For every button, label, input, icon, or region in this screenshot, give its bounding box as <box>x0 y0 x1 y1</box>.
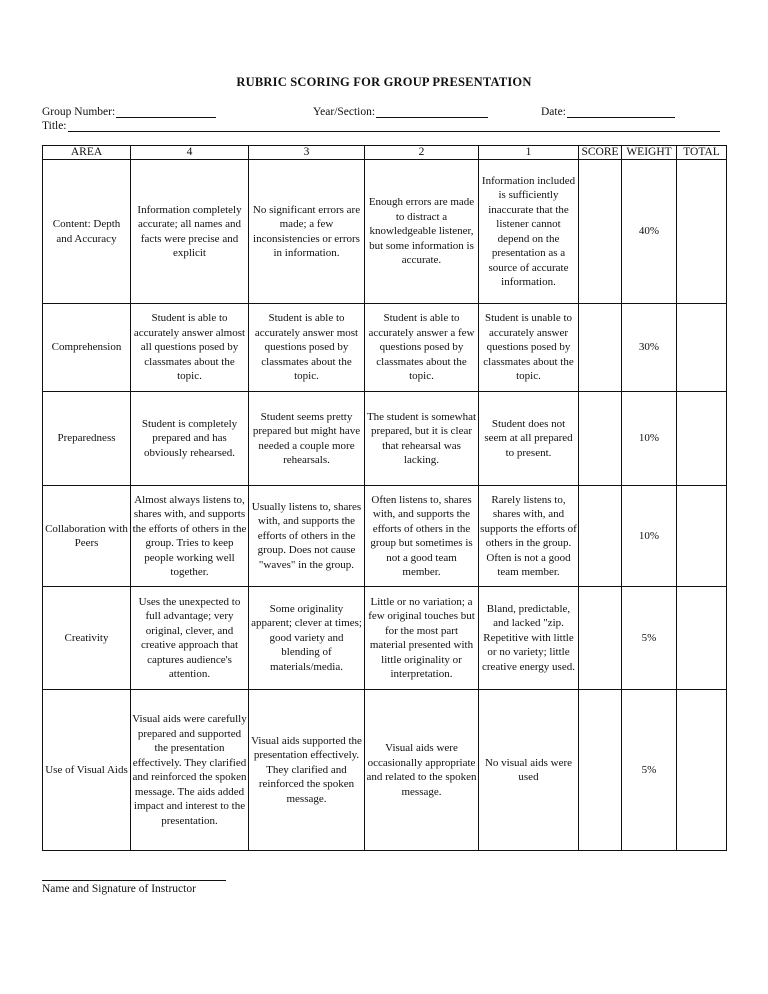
total-cell[interactable] <box>677 304 727 392</box>
criteria-cell: Visual aids were occasionally appropriate and related to the spoken message. <box>365 690 479 851</box>
criteria-cell: Student is able to accurately answer a few questions posed by classmates about the topic. <box>365 304 479 392</box>
criteria-cell: Visual aids supported the presentation effectively. They clarified and reinforced the spoken message. <box>249 690 365 851</box>
table-header-row <box>43 146 727 160</box>
group-number-blank[interactable] <box>116 106 216 118</box>
rubric-table <box>42 145 727 851</box>
signature-label: Name and Signature of Instructor <box>42 883 196 895</box>
column-header: 1 <box>479 146 579 160</box>
area-cell: Collaboration with Peers <box>43 486 131 587</box>
title-label: Title: <box>42 120 67 132</box>
total-cell[interactable] <box>677 690 727 851</box>
area-cell: Content: Depth and Accuracy <box>43 160 131 304</box>
table-row <box>43 486 727 587</box>
criteria-cell: Student is able to accurately answer almost all questions posed by classmates about the topic. <box>131 304 249 392</box>
criteria-cell: Some originality apparent; clever at times; good variety and blending of materials/media. <box>249 587 365 690</box>
area-cell: Use of Visual Aids <box>43 690 131 851</box>
score-cell[interactable] <box>579 392 622 486</box>
criteria-cell: Almost always listens to, shares with, and supports the efforts of others in the group. Tries to keep people working well together. <box>131 486 249 587</box>
total-cell[interactable] <box>677 587 727 690</box>
criteria-cell: Uses the unexpected to full advantage; very original, clever, and creative approach that captures audience's attention. <box>131 587 249 690</box>
group-number-label: Group Number: <box>42 106 116 118</box>
weight-cell: 10% <box>622 486 677 587</box>
criteria-cell: Bland, predictable, and lacked "zip. Repetitive with little or no variety; little creative energy used. <box>479 587 579 690</box>
title-field[interactable] <box>42 120 720 132</box>
criteria-cell: Student does not seem at all prepared to present. <box>479 392 579 486</box>
date-blank[interactable] <box>567 106 675 118</box>
criteria-cell: Information completely accurate; all names and facts were precise and explicit <box>131 160 249 304</box>
year-section-blank[interactable] <box>376 106 488 118</box>
year-section-field[interactable] <box>313 106 488 118</box>
criteria-cell: The student is somewhat prepared, but it is clear that rehearsal was lacking. <box>365 392 479 486</box>
column-header: TOTAL <box>677 146 727 160</box>
criteria-cell: Enough errors are made to distract a knowledgeable listener, but some information is accurate. <box>365 160 479 304</box>
title-blank[interactable] <box>68 120 720 132</box>
year-section-label: Year/Section: <box>313 106 376 118</box>
score-cell[interactable] <box>579 304 622 392</box>
criteria-cell: No visual aids were used <box>479 690 579 851</box>
area-cell: Creativity <box>43 587 131 690</box>
score-cell[interactable] <box>579 160 622 304</box>
column-header: SCORE <box>579 146 622 160</box>
group-number-field[interactable] <box>42 106 216 118</box>
total-cell[interactable] <box>677 486 727 587</box>
criteria-cell: Information included is sufficiently inaccurate that the listener cannot depend on the presentation as a source of accurate information. <box>479 160 579 304</box>
score-cell[interactable] <box>579 486 622 587</box>
criteria-cell: No significant errors are made; a few inconsistencies or errors in information. <box>249 160 365 304</box>
column-header: AREA <box>43 146 131 160</box>
total-cell[interactable] <box>677 392 727 486</box>
column-header: 3 <box>249 146 365 160</box>
area-cell: Comprehension <box>43 304 131 392</box>
total-cell[interactable] <box>677 160 727 304</box>
criteria-cell: Student seems pretty prepared but might have needed a couple more rehearsals. <box>249 392 365 486</box>
score-cell[interactable] <box>579 587 622 690</box>
criteria-cell: Student is completely prepared and has obviously rehearsed. <box>131 392 249 486</box>
criteria-cell: Student is unable to accurately answer questions posed by classmates about the topic. <box>479 304 579 392</box>
score-cell[interactable] <box>579 690 622 851</box>
criteria-cell: Visual aids were carefully prepared and supported the presentation effectively. They clarified and reinforced the spoken message. The aids added impact and interest to the presentation. <box>131 690 249 851</box>
criteria-cell: Often listens to, shares with, and supports the efforts of others in the group but sometimes is not a good team member. <box>365 486 479 587</box>
weight-cell: 10% <box>622 392 677 486</box>
date-label: Date: <box>541 106 566 118</box>
signature-line[interactable] <box>42 880 226 881</box>
weight-cell: 40% <box>622 160 677 304</box>
criteria-cell: Little or no variation; a few original touches but for the most part material presented with little originality or interpretation. <box>365 587 479 690</box>
column-header: WEIGHT <box>622 146 677 160</box>
weight-cell: 5% <box>622 690 677 851</box>
criteria-cell: Student is able to accurately answer most questions posed by classmates about the topic. <box>249 304 365 392</box>
table-row <box>43 304 727 392</box>
area-cell: Preparedness <box>43 392 131 486</box>
weight-cell: 5% <box>622 587 677 690</box>
column-header: 2 <box>365 146 479 160</box>
table-row <box>43 392 727 486</box>
column-header: 4 <box>131 146 249 160</box>
criteria-cell: Rarely listens to, shares with, and supports the efforts of others in the group. Often is not a good team member. <box>479 486 579 587</box>
table-row <box>43 160 727 304</box>
criteria-cell: Usually listens to, shares with, and supports the efforts of others in the group. Does not cause "waves" in the group. <box>249 486 365 587</box>
table-row <box>43 587 727 690</box>
page-title: RUBRIC SCORING FOR GROUP PRESENTATION <box>236 75 532 89</box>
date-field[interactable] <box>541 106 675 118</box>
table-row <box>43 690 727 851</box>
weight-cell: 30% <box>622 304 677 392</box>
